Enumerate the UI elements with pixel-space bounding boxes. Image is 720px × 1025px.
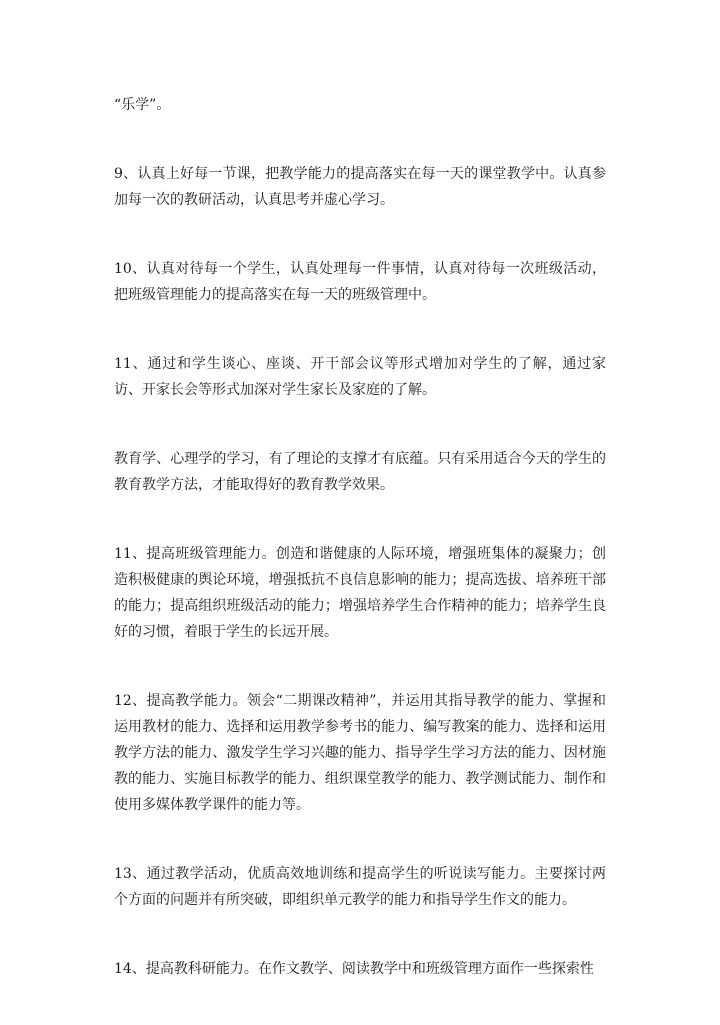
paragraph-item-12: 12、提高教学能力。领会“二期课改精神”，并运用其指导教学的能力、掌握和运用教材的能力、选择和运用教学参考书的能力、编写教案的能力、选择和运用教学方法的能力、激发学生学习兴趣的能力、指导学生学习方法的能力、因材施教的能力、实施目标教学的能力、组织课堂教学的能力、教学测试能力、制作和使用多媒体教学课件的能力等。 (114, 693, 606, 813)
paragraph-item-10: 10、认真对待每一个学生，认真处理每一件事情，认真对待每一次班级活动，把班级管理能力的提高落实在每一天的班级管理中。 (114, 261, 606, 303)
paragraph-item-11-class-management: 11、提高班级管理能力。创造和谐健康的人际环境，增强班集体的凝聚力；创造积极健康的舆论环境，增强抵抗不良信息影响的能力；提高选拔、培养班干部的能力；提高组织班级活动的能力；增强培养学生合作精神的能力；培养学生良好的习惯，着眼于学生的长远开展。 (114, 546, 606, 640)
document-body (114, 92, 606, 1025)
paragraph-item-11-communication: 11、通过和学生谈心、座谈、开干部会议等形式增加对学生的了解，通过家访、开家长会等形式加深对学生家长及家庭的了解。 (114, 356, 606, 398)
paragraph-intro-fragment: “乐学”。 (114, 97, 171, 113)
paragraph-item-14: 14、提高教科研能力。在作文教学、阅读教学中和班级管理方面作一些探索性 (114, 961, 594, 977)
paragraph-item-13: 13、通过教学活动，优质高效地训练和提高学生的听说读写能力。主要探讨两个方面的问题并有所突破，即组织单元教学的能力和指导学生作文的能力。 (114, 866, 606, 908)
paragraph-item-9: 9、认真上好每一节课，把教学能力的提高落实在每一天的课堂教学中。认真参加每一次的教研活动，认真思考并虚心学习。 (114, 166, 606, 208)
paragraph-theory-study: 教育学、心理学的学习，有了理论的支撑才有底蕴。只有采用适合今天的学生的教育教学方法，才能取得好的教育教学效果。 (114, 451, 606, 493)
